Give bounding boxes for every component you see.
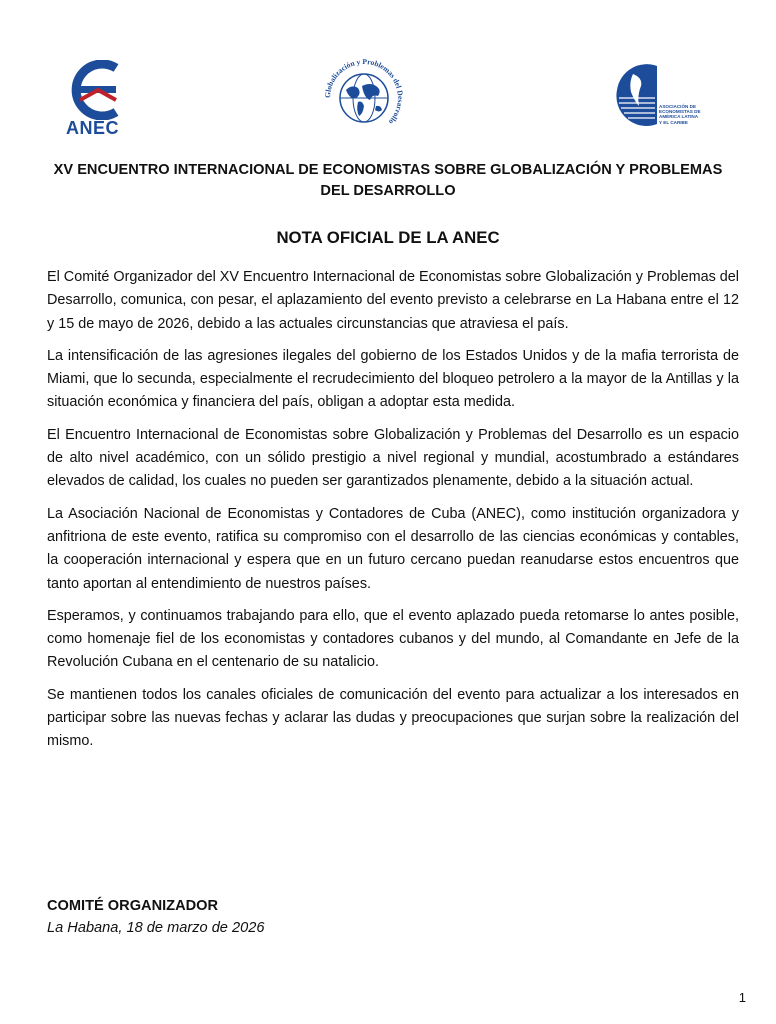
body-paragraph: El Encuentro Internacional de Economistas sobre Globalización y Problemas del Desarrollo es un espacio de alto nivel académico, con un sólido prestigio a nivel regional y mundial, acostumbrado a estándares elevados de calidad, los cuales no pueden ser garantizados plenamente, debido a la situación actual. bbox=[47, 426, 739, 490]
body-paragraph: Esperamos, y continuamos trabajando para ello, que el evento aplazado pueda retomarse lo antes posible, como homenaje fiel de los economistas y contadores cubanos y del mundo, al Comandante en Jefe de la Revolución Cubana en el centenario de su natalicio. bbox=[47, 607, 739, 671]
logo-header bbox=[0, 56, 776, 146]
document-title: XV ENCUENTRO INTERNACIONAL DE ECONOMISTAS SOBRE GLOBALIZACIÓN Y PROBLEMAS DEL DESARROLLO bbox=[53, 162, 723, 199]
anec-emblem-icon bbox=[58, 60, 128, 120]
aeal-logo-line: ASOCIACIÓN DE bbox=[659, 104, 697, 109]
aeal-logo bbox=[615, 60, 715, 130]
body-paragraph: Se mantienen todos los canales oficiales de comunicación del evento para actualizar a los interesados en participar sobre las nuevas fechas y aclarar las dudas y preocupaciones que surjan sobre la realización del mismo. bbox=[47, 686, 739, 750]
globalizacion-logo-text: Globalización y Problemas del Desarrollo bbox=[322, 56, 406, 127]
document-subtitle: NOTA OFICIAL DE LA ANEC bbox=[276, 228, 500, 247]
body-paragraph: El Comité Organizador del XV Encuentro Internacional de Economistas sobre Globalización y Problemas del Desarrollo, comunica, con pesar, el aplazamiento del evento previsto a celebrarse en La Habana entre el 12 y 15 de mayo de 2026, debido a las actuales circunstancias que atraviesa el país. bbox=[47, 269, 739, 332]
aeal-logo-line: AMÉRICA LATINA bbox=[659, 114, 699, 120]
page-number: 1 bbox=[738, 990, 746, 1005]
aeal-logo-line: Y EL CARIBE bbox=[659, 119, 688, 125]
aeal-logo-line: ECONOMISTAS DE bbox=[659, 109, 701, 115]
signature-organization: COMITÉ ORGANIZADOR bbox=[47, 898, 219, 914]
body-paragraph: La intensificación de las agresiones ilegales del gobierno de los Estados Unidos y de la mafia terrorista de Miami, que lo secunda, especialmente el recrudecimiento del bloqueo petrolero a la mayor de la Antillas y la situación económica y financiera del país, obligan a adoptar esta medida. bbox=[47, 347, 739, 411]
aeal-logo-text bbox=[659, 104, 719, 125]
anec-logo bbox=[58, 60, 128, 140]
signature-block bbox=[47, 895, 264, 939]
aeal-emblem-icon bbox=[615, 60, 659, 130]
document-body bbox=[47, 266, 739, 763]
globalizacion-logo bbox=[322, 56, 406, 140]
signature-place-date: La Habana, 18 de marzo de 2026 bbox=[47, 920, 265, 936]
anec-logo-text: ANEC bbox=[66, 118, 120, 138]
body-paragraph: La Asociación Nacional de Economistas y Contadores de Cuba (ANEC), como institución organizadora y anfitriona de este evento, ratifica su compromiso con el desarrollo de las ciencias económicas y contables, la cooperación internacional y espera que en un futuro cercano puedan reanudarse estos encuentros que tanto aportan al entendimiento de nuestros países. bbox=[47, 505, 739, 592]
globe-icon bbox=[322, 56, 406, 140]
